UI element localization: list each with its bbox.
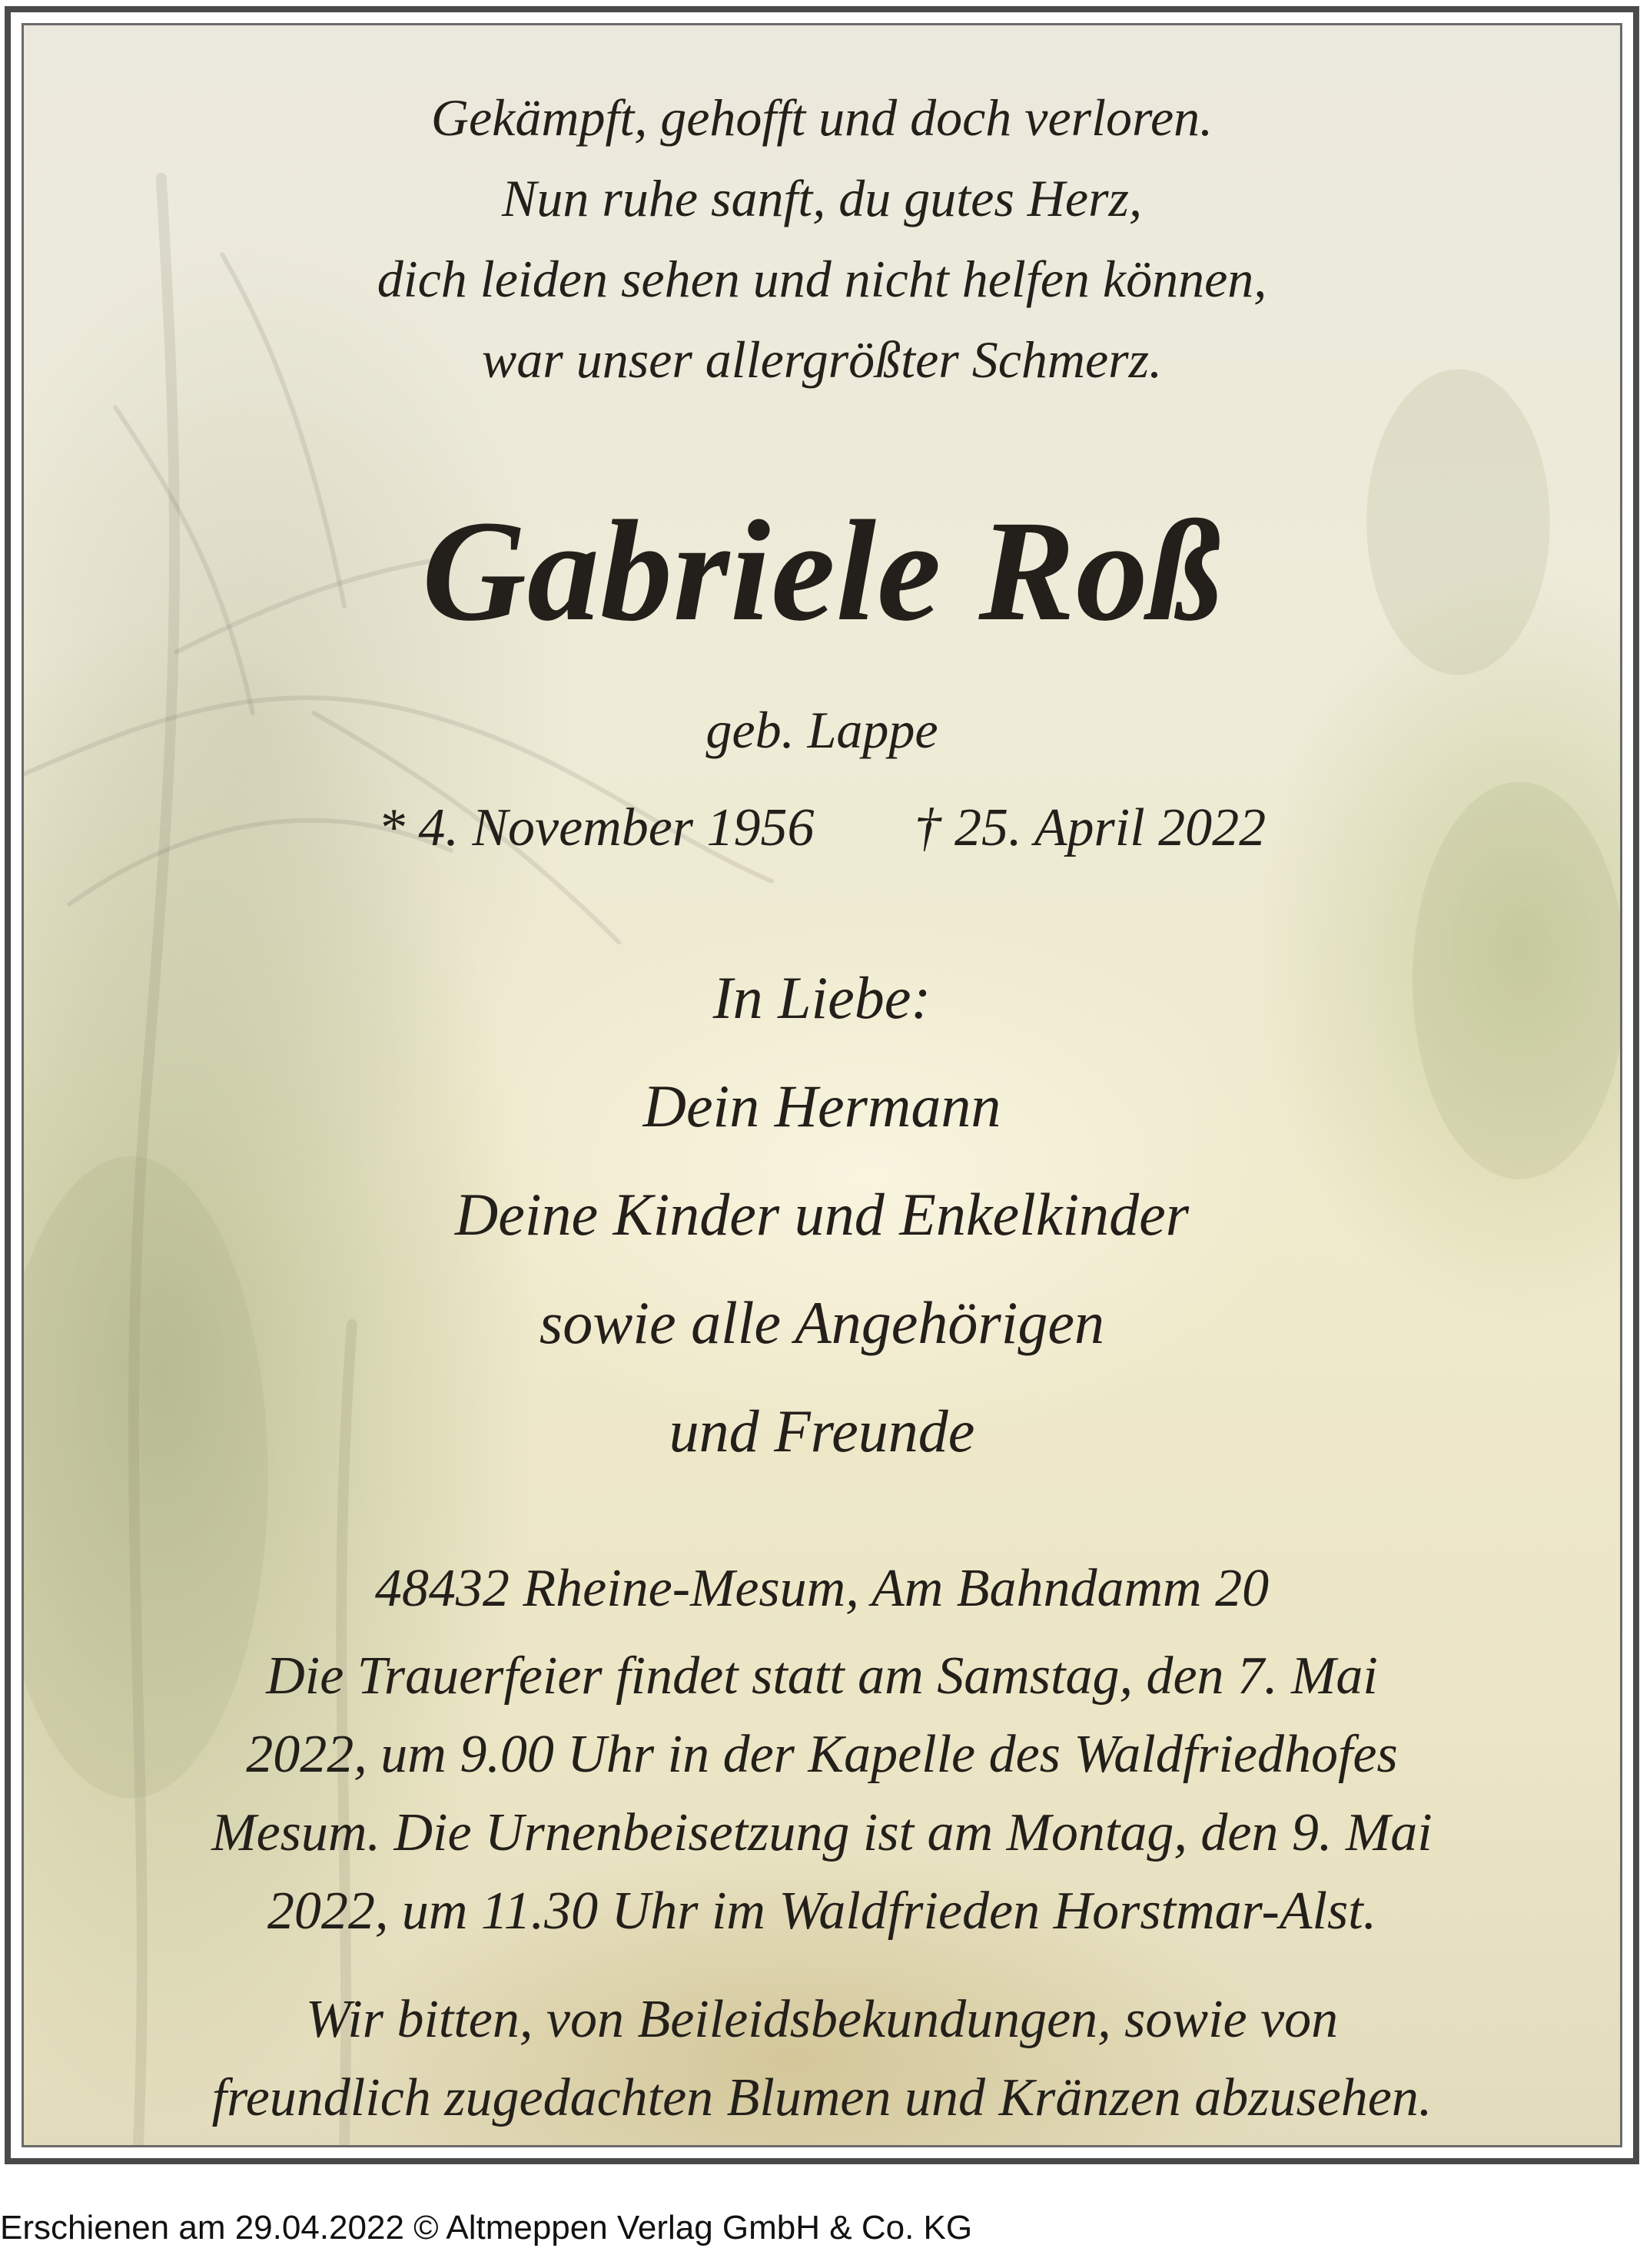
poem	[24, 78, 1620, 400]
request-line: Wir bitten, von Beileidsbekundungen, sowie von	[305, 1990, 1339, 2049]
condolence-request	[24, 1981, 1620, 2137]
death-notice	[5, 6, 1639, 2164]
request-line: freundlich zugedachten Blumen und Kränzen abzusehen.	[211, 2068, 1433, 2127]
funeral-info	[24, 1637, 1620, 1951]
poem-line: war unser allergrößter Schmerz.	[481, 330, 1163, 389]
birth-date: * 4. November 1956	[377, 798, 815, 857]
address: 48432 Rheine-Mesum, Am Bahndamm 20	[374, 1559, 1270, 1618]
deceased-name: Gabriele Roß	[422, 490, 1222, 651]
poem-line: Nun ruhe sanft, du gutes Herz,	[502, 169, 1142, 227]
funeral-line: Mesum. Die Urnenbeisetzung ist am Montag, den 9. Mai	[211, 1803, 1433, 1862]
mourners-line: Deine Kinder und Enkelkinder	[454, 1181, 1190, 1248]
mourners-line: und Freunde	[669, 1398, 975, 1464]
mourners-line: sowie alle Angehörigen	[539, 1289, 1105, 1356]
funeral-line: 2022, um 11.30 Uhr im Waldfrieden Horstmar-Alst.	[267, 1882, 1377, 1941]
mourners-line: Dein Hermann	[642, 1073, 1001, 1139]
publication-footer: Erschienen am 29.04.2022 © Altmeppen Verlag GmbH & Co. KG	[0, 2209, 973, 2246]
mourners-line: In Liebe:	[712, 964, 931, 1031]
mourners	[24, 943, 1620, 1485]
poem-line: dich leiden sehen und nicht helfen können,	[377, 250, 1267, 308]
life-dates	[24, 794, 1620, 863]
funeral-line: Die Trauerfeier findet statt am Samstag, den 7. Mai	[266, 1646, 1378, 1706]
death-date: † 25. April 2022	[914, 798, 1267, 857]
maiden-name: geb. Lappe	[705, 701, 938, 759]
poem-line: Gekämpft, gehofft und doch verloren.	[430, 88, 1213, 147]
funeral-line: 2022, um 9.00 Uhr in der Kapelle des Waldfriedhofes	[246, 1725, 1398, 1784]
notice-background	[22, 23, 1622, 2147]
